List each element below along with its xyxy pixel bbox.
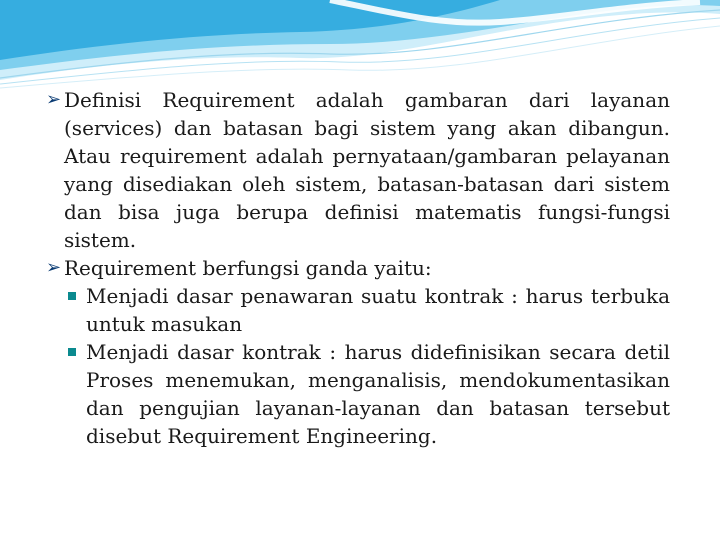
- function-text: Requirement berfungsi ganda yaitu:: [64, 256, 432, 280]
- definition-text: Definisi Requirement adalah gambaran dari layanan (services) dan batasan bagi sistem yang akan dibangun. Atau requirement adalah pernyataan/gambaran pelayanan yang disediakan oleh sistem, batasan-batasan dari sistem dan bisa juga berupa definisi matematis fungsi-fungsi sistem.: [64, 88, 670, 252]
- header-wave-banner: [0, 0, 720, 90]
- slide-body: [46, 86, 670, 450]
- sub-bullet-offer-text: Menjadi dasar penawaran suatu kontrak : harus terbuka untuk masukan: [86, 284, 670, 336]
- sub-bullet-contract: [68, 338, 670, 450]
- sub-bullet-contract-text: Menjadi dasar kontrak : harus didefinisikan secara detil Proses menemukan, menganalisis, mendokumentasikan dan pengujian layanan-layanan dan batasan tersebut disebut Requirement Engineering.: [86, 340, 670, 448]
- bullet-point-definition: [46, 86, 670, 254]
- function-sub-list: [46, 282, 670, 450]
- arrow-bullet-icon: ➢: [46, 89, 62, 110]
- bullet-point-function: [46, 254, 670, 282]
- square-bullet-icon: [68, 292, 76, 300]
- arrow-bullet-icon: ➢: [46, 257, 62, 278]
- square-bullet-icon: [68, 348, 76, 356]
- sub-bullet-offer: [68, 282, 670, 338]
